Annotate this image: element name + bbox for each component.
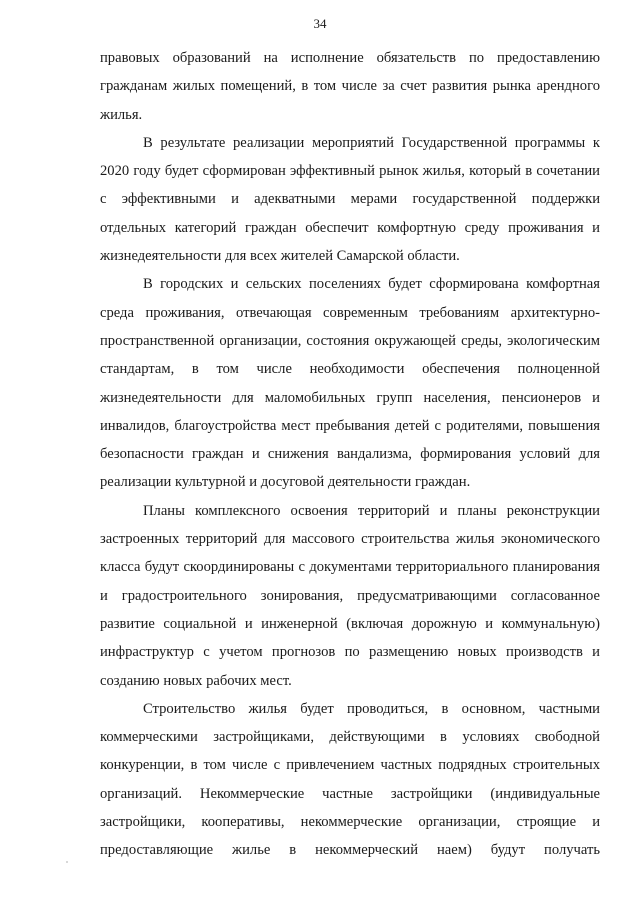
paragraph-program-results: В результате реализации мероприятий Государственной программы к 2020 году будет сформирован эффективный рынок жилья, который в сочетании с эффективными и адекватными мерами государственной поддержки отдельных категорий граждан обеспечит комфортную среду проживания и жизнедеятельности для всех жителей Самарской области. <box>100 134 600 265</box>
paragraph-territory-plans: Планы комплексного освоения территорий и планы реконструкции застроенных территорий для массового строительства жилья экономического класса будут скоординированы с документами территориального планирования и градостроительного зонирования, предусматривающими согласованное развитие социальной и инженерной (включая дорожную и коммунальную) инфраструктур с учетом прогнозов по размещению новых производств и созданию новых рабочих мест. <box>100 502 600 689</box>
paragraph-housing-construction: Строительство жилья будет проводиться, в основном, частными коммерческими застройщиками, действующими в условиях свободной конкуренции, в том числе с привлечением частных подрядных строительных организаций. Некоммерческие частные застройщики (индивидуальные застройщики, кооперативы, некоммерческие организации, строящие и предоставляющие жилье в некоммерческий наем) будут получать <box>100 700 600 859</box>
page-number: 34 <box>313 16 327 31</box>
scan-speck <box>66 861 68 863</box>
paragraph-settlements: В городских и сельских поселениях будет сформирована комфортная среда проживания, отвечающая современным требованиям архитектурно-пространственной организации, состояния окружающей среды, экологическим стандартам, в том числе необходимости обеспечения полноценной жизнедеятельности для маломобильных групп населения, пенсионеров и инвалидов, благоустройства мест пребывания детей с родителями, повышения безопасности граждан и снижения вандализма, формирования условий для реализации культурной и досуговой деятельности граждан. <box>100 276 600 491</box>
document-body <box>100 44 600 865</box>
paragraph-continuation: правовых образований на исполнение обязательств по предоставлению гражданам жилых помещений, в том числе за счет развития рынка арендного жилья. <box>100 50 600 123</box>
